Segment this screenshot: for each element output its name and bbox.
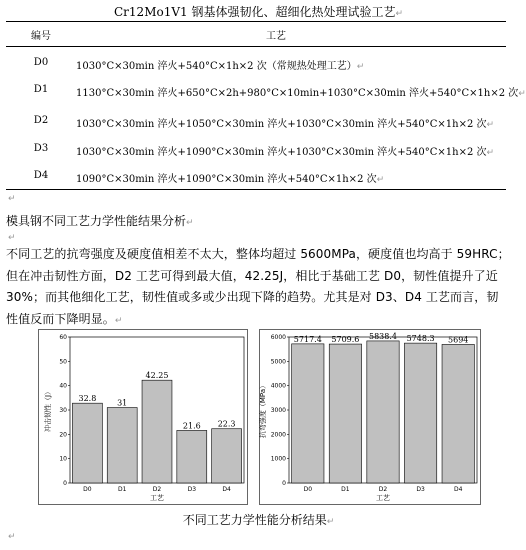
table-top-rule (6, 21, 506, 22)
table-cell-process: 1030°C×30min 淬火+1050°C×30min 淬火+1030°C×30min 淬火+540°C×1h×2 次↵ (76, 119, 495, 130)
bar (72, 403, 102, 483)
paragraph-mark: ↵ (8, 532, 16, 542)
data-label: 31 (117, 398, 128, 408)
paragraph-mark: ↵ (395, 9, 403, 19)
table-cell-id: D4 (33, 170, 49, 181)
impact-toughness-chart (38, 329, 248, 505)
y-tick-label: 60 (59, 334, 67, 341)
data-label: 32.8 (78, 394, 97, 404)
table-title (0, 3, 517, 20)
x-tick-label: D3 (416, 486, 425, 493)
impact-toughness-chart-svg (38, 329, 248, 505)
bending-strength-chart (259, 329, 481, 505)
y-tick-label: 50 (59, 358, 67, 366)
bar (329, 344, 361, 483)
y-tick-label: 6000 (270, 334, 286, 341)
y-tick-label: 5000 (270, 358, 286, 366)
body-paragraph (6, 244, 510, 332)
table-title-text: Cr12Mo1V1 钢基体强韧化、超细化热处理试验工艺 (114, 5, 396, 19)
y-tick-label: 2000 (270, 431, 286, 439)
table-row (6, 170, 506, 186)
x-tick-label: D4 (453, 486, 463, 493)
data-label: 5748.3 (406, 334, 435, 344)
paragraph-mark: ↵ (114, 315, 123, 326)
x-tick-label: D4 (222, 486, 231, 493)
bar (292, 344, 324, 483)
x-axis-label: 工艺 (150, 494, 164, 502)
table-header-rule (6, 46, 506, 47)
table-cell-process: 1130°C×30min 淬火+650°C×2h+980°C×10min+1030°C×30min 淬火+540°C×1h×2 次↵ (76, 88, 526, 99)
data-label: 42.25 (145, 371, 169, 381)
y-tick-label: 0 (282, 480, 286, 487)
paragraph-mark: ↵ (8, 233, 16, 243)
table-cell-process: 1030°C×30min 淬火+540°C×1h×2 次（常规热处理工艺）↵ (76, 61, 365, 72)
table-header-row (6, 27, 506, 43)
paragraph-mark: ↵ (186, 218, 194, 228)
y-tick-label: 30 (59, 407, 67, 414)
body-paragraph-text: 不同工艺的抗弯强度及硬度值相差不太大，整体均超过 5600MPa，硬度值也均高于 59HRC；但在冲击韧性方面，D2 工艺可得到最大值，42.25J，相比于基础工艺 D0，韧性值提升了近 30%；而其他细化工艺，韧性值或多或少出现下降的趋势。尤其是对 D3、D4 工艺而言，韧性值反而下降明显。 (6, 247, 510, 326)
x-tick-label: D1 (341, 486, 350, 493)
table-row (6, 84, 526, 100)
x-tick-label: D0 (303, 486, 313, 493)
paragraph-mark: ↵ (8, 194, 16, 204)
table-cell-id: D3 (33, 143, 49, 154)
bar (404, 343, 436, 483)
bar (367, 341, 399, 483)
y-axis-label: 抗弯强度（MPa） (259, 381, 267, 439)
data-label: 5694 (448, 335, 469, 345)
bending-strength-chart-svg (259, 329, 481, 505)
bar (177, 430, 207, 483)
y-tick-label: 10 (59, 455, 67, 463)
table-row (6, 115, 506, 131)
data-label: 5838.4 (369, 331, 397, 341)
table-row (6, 143, 506, 159)
bar (442, 344, 474, 483)
figure-caption-text: 不同工艺力学性能分析结果 (182, 513, 327, 527)
figure-caption (0, 511, 517, 528)
y-tick-label: 40 (59, 382, 67, 390)
y-axis-label: 冲击韧性（J） (44, 387, 52, 433)
table-cell-id: D2 (33, 115, 49, 126)
table-row (6, 57, 506, 73)
data-label: 5709.6 (331, 335, 360, 345)
x-tick-label: D0 (83, 486, 92, 493)
bar (142, 380, 172, 483)
section-title-text: 模具钢不同工艺力学性能结果分析 (6, 214, 187, 228)
y-tick-label: 0 (63, 480, 67, 487)
paragraph-mark: ↵ (326, 517, 335, 527)
table-header-process: 工艺 (266, 31, 286, 42)
y-tick-label: 1000 (270, 455, 286, 463)
table-cell-id: D1 (33, 84, 49, 95)
x-tick-label: D2 (378, 486, 388, 493)
table-header-id: 编号 (31, 31, 51, 42)
table-cell-process: 1030°C×30min 淬火+1090°C×30min 淬火+1030°C×30min 淬火+540°C×1h×2 次↵ (76, 147, 495, 158)
x-axis-label: 工艺 (376, 494, 390, 502)
table-cell-process: 1090°C×30min 淬火+1090°C×30min 淬火+540°C×1h×2 次↵ (76, 174, 385, 185)
y-tick-label: 20 (59, 431, 67, 439)
bar (212, 429, 242, 483)
x-tick-label: D1 (117, 486, 127, 493)
section-title (6, 212, 194, 229)
y-tick-label: 3000 (270, 407, 286, 414)
x-tick-label: D2 (152, 486, 162, 493)
data-label: 22.3 (217, 419, 236, 429)
bar (107, 408, 137, 483)
x-tick-label: D3 (187, 486, 197, 493)
table-cell-id: D0 (33, 57, 49, 68)
data-label: 5717.4 (293, 334, 322, 344)
table-bottom-rule (6, 189, 506, 190)
data-label: 21.6 (182, 421, 201, 431)
y-tick-label: 4000 (270, 382, 286, 390)
